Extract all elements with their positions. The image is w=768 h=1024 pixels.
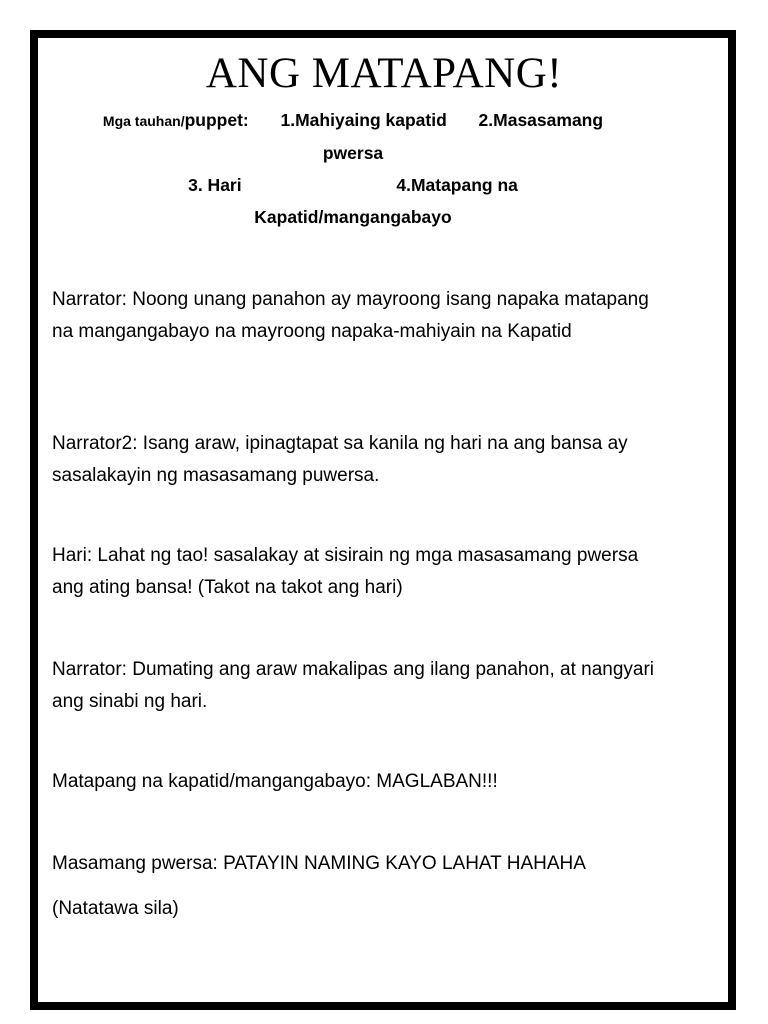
script-masamang-pwersa: Masamang pwersa: PATAYIN NAMING KAYO LAHAT HAHAHA [52,853,586,874]
cast-item-2-part1: 2.Masasamang [478,110,604,130]
cast-line-4 [50,201,656,233]
script-stage-direction: (Natatawa sila) [52,898,179,919]
script-matapang: Matapang na kapatid/mangangabayo: MAGLABAN!!! [52,771,498,792]
document-title: ANG MATAPANG! [205,50,563,97]
cast-list [50,104,656,233]
cast-label-small: Mga tauhan/ [102,113,185,129]
cast-item-3: 3. Hari [188,175,242,195]
cast-line-1 [50,104,656,137]
cast-item-2-part2: pwersa [322,143,384,163]
cast-item-4-part1: 4.Matapang na [396,175,518,195]
script-hari: Hari: Lahat ng tao! sasalakay at sisirain ng mga masasamang pwersa ang ating bansa! (Takot na takot ang hari) [52,545,639,598]
cast-item-1: 1.Mahiyaing kapatid [280,110,447,130]
script-narrator-1: Narrator: Noong unang panahon ay mayroong isang napaka matapang na mangangabayo na mayroong napaka-mahiyain na Kapatid [52,289,649,342]
cast-line-3 [50,169,656,201]
script-narrator-3: Narrator: Dumating ang araw makalipas ang ilang panahon, at nangyari ang sinabi ng hari. [52,659,655,712]
cast-line-2 [50,137,656,169]
cast-label-rest: puppet: [184,110,249,130]
cast-item-4-part2: Kapatid/mangangabayo [254,207,452,227]
script-narrator-2: Narrator2: Isang araw, ipinagtapat sa kanila ng hari na ang bansa ay sasalakayin ng masasamang puwersa. [52,433,628,486]
